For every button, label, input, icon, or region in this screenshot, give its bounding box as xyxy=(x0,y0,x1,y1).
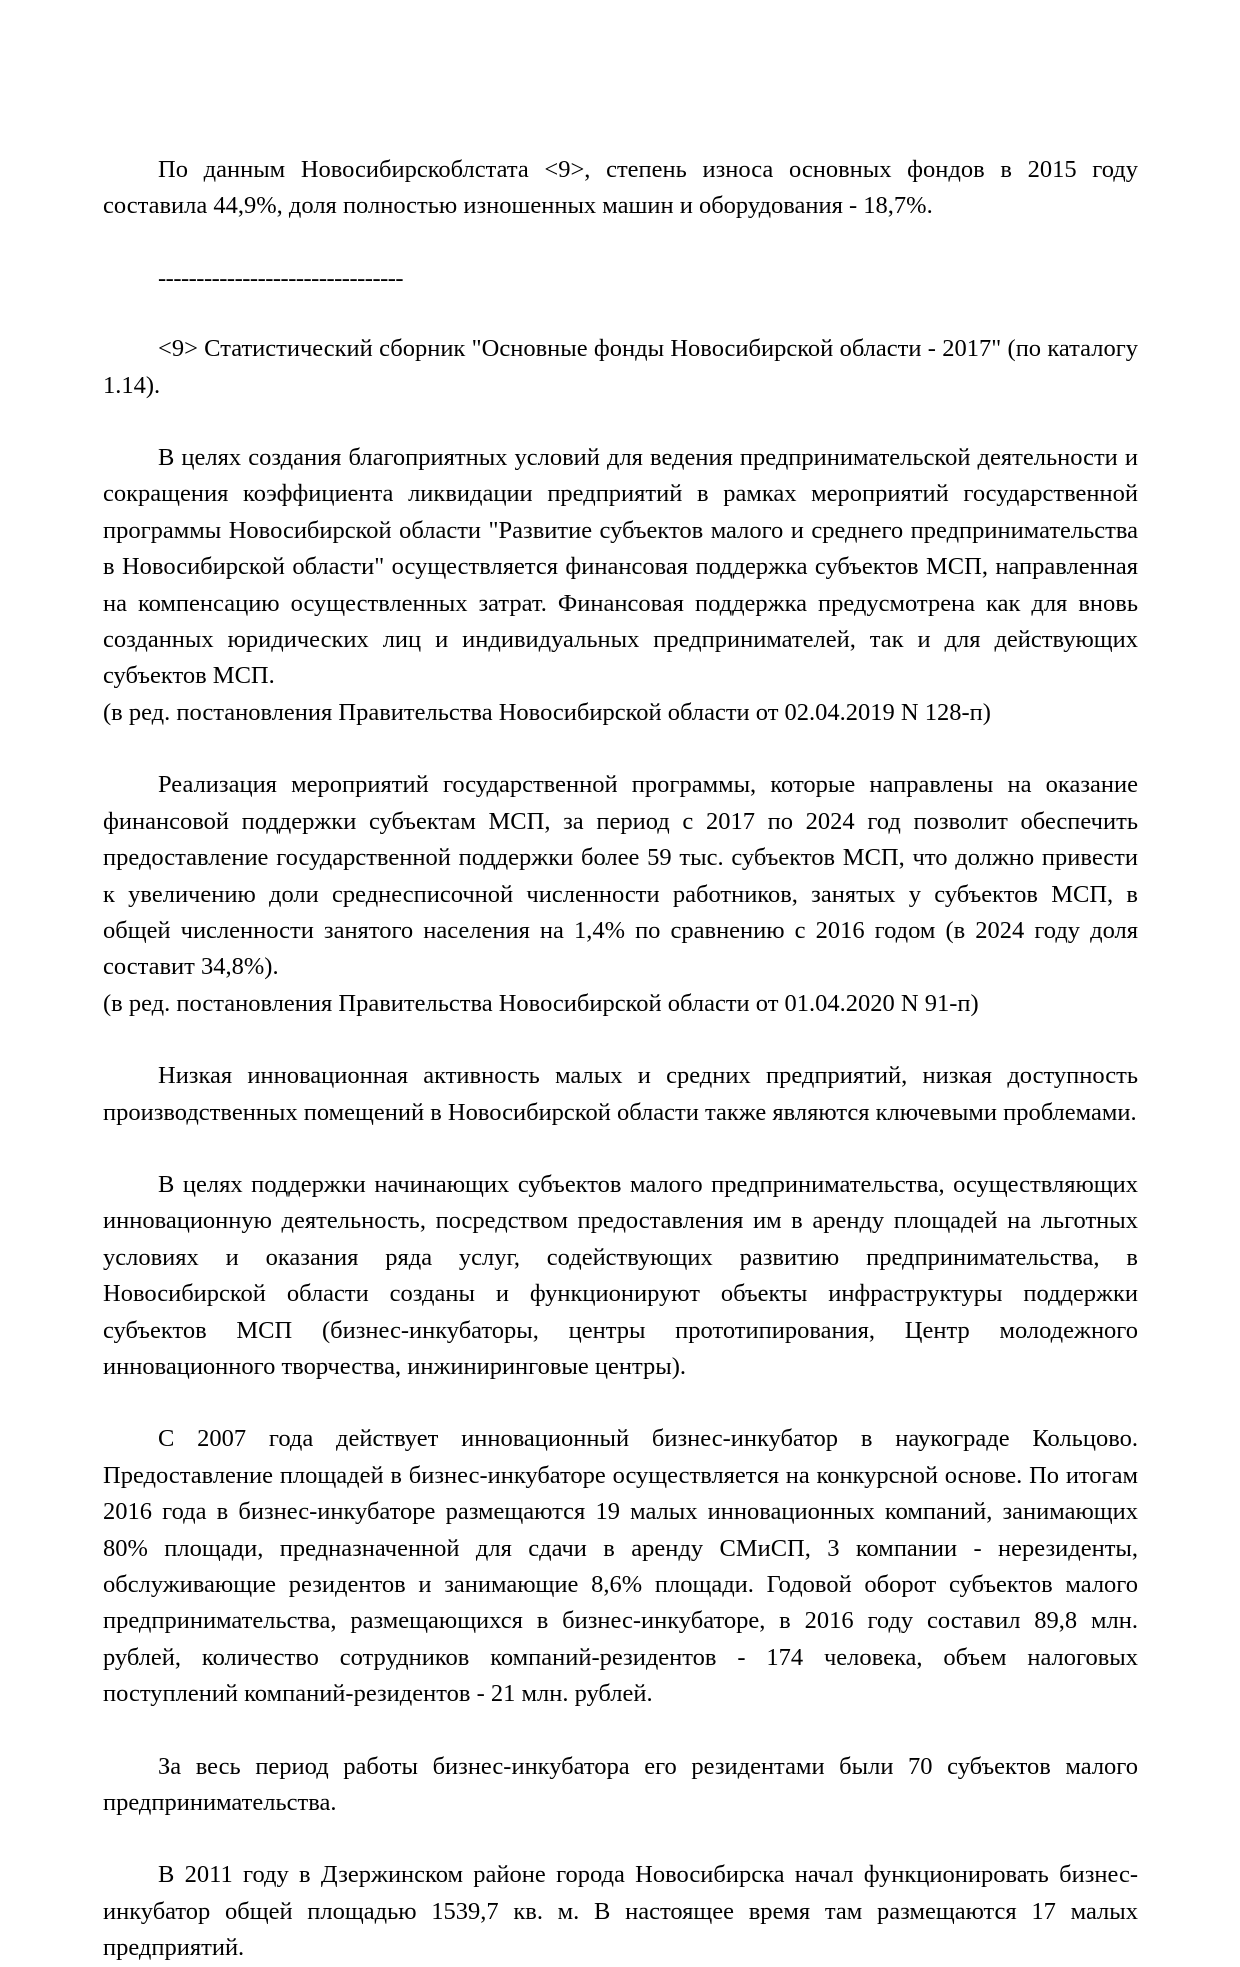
spacer xyxy=(103,297,1138,331)
paragraph-financial-support-msp: В целях создания благоприятных условий для ведения предпринимательской деятельности и сокращения коэффициента ликвидации предприятий в рамках мероприятий государственной программы Новосибирской области "Развитие субъектов малого и среднего предпринимательства в Новосибирской области" осуществляется финансовая поддержка субъектов МСП, направленная на компенсацию осуществленных затрат. Финансовая поддержка предусмотрена как для вновь созданных юридических лиц и индивидуальных предпринимателей, так и для действующих субъектов МСП. xyxy=(103,444,1138,690)
spacer xyxy=(103,1713,1138,1749)
spacer xyxy=(103,404,1138,440)
spacer xyxy=(103,1385,1138,1421)
paragraph-dzerzhinsky-incubator: В 2011 году в Дзержинском районе города Новосибирска начал функционировать бизнес-инкубатор общей площадью 1539,7 кв. м. В настоящее время там размещаются 17 малых предприятий. xyxy=(103,1861,1138,1962)
paragraph-low-innovation-activity: Низкая инновационная активность малых и средних предприятий, низкая доступность производственных помещений в Новосибирской области также являются ключевыми проблемами. xyxy=(103,1062,1138,1126)
spacer xyxy=(103,225,1138,261)
paragraph-depreciation-statistics: По данным Новосибирскоблстата <9>, степень износа основных фондов в 2015 году составила 44,9%, доля полностью изношенных машин и оборудования - 18,7%. xyxy=(103,156,1138,220)
paragraph-program-implementation: Реализация мероприятий государственной программы, которые направлены на оказание финансовой поддержки субъектам МСП, за период с 2017 по 2024 год позволит обеспечить предоставление государственной поддержки более 59 тыс. субъектов МСП, что должно привести к увеличению доли среднесписочной численности работников, занятых у субъектов МСП, в общей численности занятого населения на 1,4% по сравнению с 2016 годом (в 2024 году доля составит 34,8%). xyxy=(103,771,1138,981)
spacer xyxy=(103,1022,1138,1058)
paragraph-koltsovo-incubator: С 2007 года действует инновационный бизнес-инкубатор в наукограде Кольцово. Предоставление площадей в бизнес-инкубаторе осуществляется на конкурсной основе. По итогам 2016 года в бизнес-инкубаторе размещаются 19 малых инновационных компаний, занимающих 80% площади, предназначенной для сдачи в аренду СМиСП, 3 компании - нерезиденты, обслуживающие резидентов и занимающие 8,6% площади. Годовой оборот субъектов малого предпринимательства, размещающихся в бизнес-инкубаторе, в 2016 году составил 89,8 млн. рублей, количество сотрудников компаний-резидентов - 174 человека, объем налоговых поступлений компаний-резидентов - 21 млн. рублей. xyxy=(103,1425,1138,1708)
paragraph-infrastructure-support: В целях поддержки начинающих субъектов малого предпринимательства, осуществляющих инновационную деятельность, посредством предоставления им в аренду площадей на льготных условиях и оказания ряда услуг, содействующих развитию предпринимательства, в Новосибирской области созданы и функционируют объекты инфраструктуры поддержки субъектов МСП (бизнес-инкубаторы, центры прототипирования, Центр молодежного инновационного творчества, инжиниринговые центры). xyxy=(103,1170,1138,1380)
spacer xyxy=(103,1821,1138,1857)
spacer xyxy=(103,731,1138,767)
footnote-9-statistical-collection: <9> Статистический сборник "Основные фонды Новосибирской области - 2017" (по каталогу 1.14). xyxy=(103,335,1138,399)
amendment-note-2020: (в ред. постановления Правительства Новосибирской области от 01.04.2020 N 91-п) xyxy=(103,989,979,1017)
spacer xyxy=(103,1131,1138,1167)
page-content xyxy=(103,152,1138,1967)
paragraph-total-residents: За весь период работы бизнес-инкубатора его резидентами были 70 субъектов малого предпринимательства. xyxy=(103,1752,1138,1817)
footnote-separator-rule: -------------------------------- xyxy=(158,264,404,292)
amendment-note-2019: (в ред. постановления Правительства Новосибирской области от 02.04.2019 N 128-п) xyxy=(103,698,991,726)
